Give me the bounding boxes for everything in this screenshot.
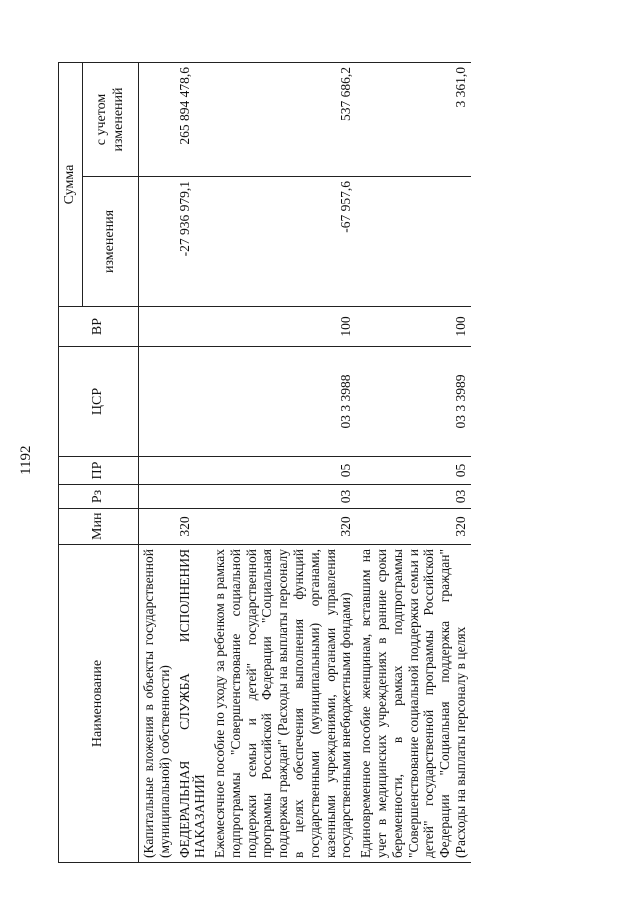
header-min: Мин: [59, 509, 139, 545]
row-vr: 100: [210, 307, 356, 347]
row-total: 537 686,2: [210, 63, 356, 177]
row-csr: 03 3 3989: [356, 347, 470, 457]
row-name: (Капитальные вложения в объекты государственной (муниципальной) собственности): [139, 545, 175, 863]
row-pr: 05: [356, 457, 470, 485]
row-min: [139, 509, 175, 545]
budget-table: [58, 62, 471, 863]
row-total: 3 361,0: [356, 63, 470, 177]
table-row: [356, 63, 470, 863]
row-vr: [175, 307, 211, 347]
row-rz: 03: [356, 485, 470, 509]
row-csr: [175, 347, 211, 457]
row-pr: [175, 457, 211, 485]
header-change: изменения: [83, 177, 139, 307]
table-row: [175, 63, 211, 863]
row-change: [139, 177, 175, 307]
row-name: Ежемесячное пособие по уходу за ребенком в рамках подпрограммы "Совершенствование социальной поддержки семьи и детей" государственной программы Российской Федерации "Социальная поддержка граждан" (Расходы на выплаты персоналу в целях обеспечения выполнения функций государственными (муниципальными) органами, казенными учреждениями, органами управления государственными внебюджетными фондами): [210, 545, 356, 863]
row-pr: 05: [210, 457, 356, 485]
row-name: ФЕДЕРАЛЬНАЯ СЛУЖБА ИСПОЛНЕНИЯ НАКАЗАНИЙ: [175, 545, 211, 863]
row-vr: 100: [356, 307, 470, 347]
row-rz: 03: [210, 485, 356, 509]
page-number: 1192: [18, 445, 34, 475]
header-pr: ПР: [59, 457, 139, 485]
row-csr: 03 3 3988: [210, 347, 356, 457]
header-vr: ВР: [59, 307, 139, 347]
row-total: 265 894 478,6: [175, 63, 211, 177]
table-row: [210, 63, 356, 863]
header-rz: Рз: [59, 485, 139, 509]
row-pr: [139, 457, 175, 485]
row-vr: [139, 307, 175, 347]
row-change: -27 936 979,1: [175, 177, 211, 307]
row-min: 320: [210, 509, 356, 545]
row-min: 320: [175, 509, 211, 545]
row-total: [139, 63, 175, 177]
header-csr: ЦСР: [59, 347, 139, 457]
row-name: Единовременное пособие женщинам, вставшим на учет в медицинских учреждениях в ранние сроки беременности, в рамках подпрограммы "Совершенствование социальной поддержки семьи и детей" государственной программы Российской Федерации "Социальная поддержка граждан" (Расходы на выплаты персоналу в целях: [356, 545, 470, 863]
table-row: [139, 63, 175, 863]
header-with-change: с учетом изменений: [83, 63, 139, 177]
row-rz: [175, 485, 211, 509]
row-change: -67 957,6: [210, 177, 356, 307]
header-name: Наименование: [59, 545, 139, 863]
header-sum: Сумма: [59, 63, 83, 307]
row-csr: [139, 347, 175, 457]
row-min: 320: [356, 509, 470, 545]
row-change: [356, 177, 470, 307]
row-rz: [139, 485, 175, 509]
